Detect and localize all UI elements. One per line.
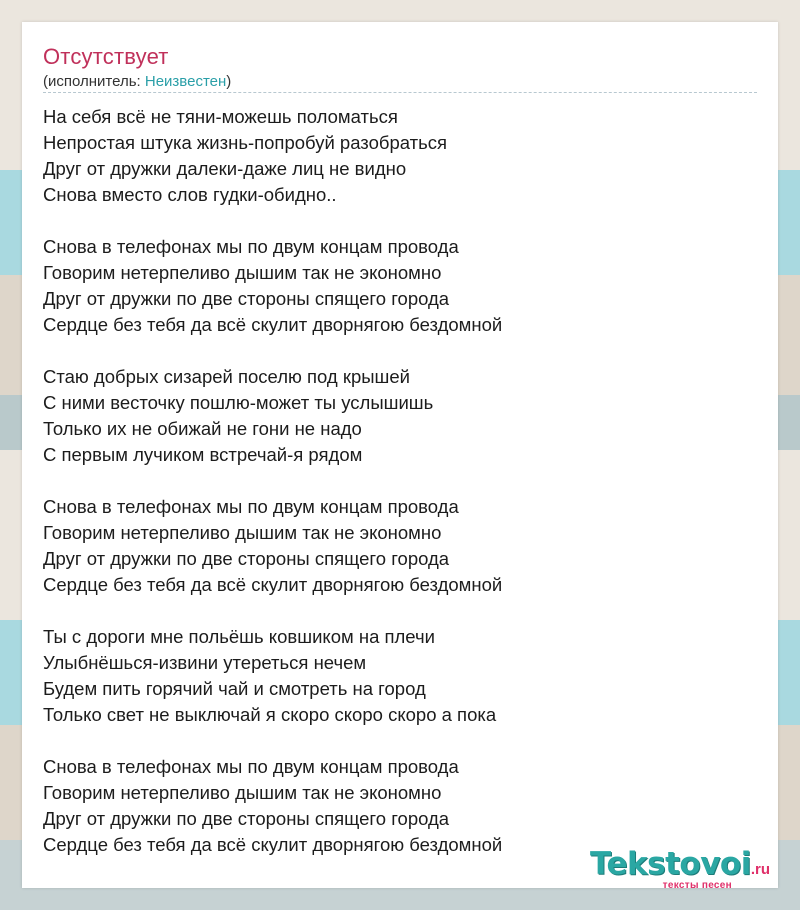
lyric-line: С ними весточку пошлю-может ты услышишь: [43, 392, 434, 413]
lyric-line: Сердце без тебя да всё скулит дворнягою бездомной: [43, 574, 503, 595]
artist-line: [43, 73, 231, 90]
artist-link[interactable]: Неизвестен: [144, 73, 227, 90]
lyric-line: Будем пить горячий чай и смотреть на город: [43, 678, 426, 699]
site-logo[interactable]: [589, 846, 770, 891]
lyric-line: Только свет не выключай я скоро скоро скоро а пока: [43, 704, 497, 725]
verse: [43, 754, 502, 858]
lyrics-body: [43, 104, 502, 858]
lyric-line: Снова в телефонах мы по двум концам провода: [43, 756, 459, 777]
song-title: Отсутствует: [43, 44, 169, 69]
lyric-line: Непростая штука жизнь-попробуй разобраться: [43, 132, 448, 153]
lyric-line: Говорим нетерпеливо дышим так не экономно: [43, 782, 442, 803]
artist-suffix: ): [226, 73, 232, 90]
lyric-line: Друг от дружки по две стороны спящего города: [43, 808, 450, 829]
verse: [43, 494, 502, 598]
lyric-line: Улыбнёшься-извини утереться нечем: [43, 652, 367, 673]
lyric-line: Сердце без тебя да всё скулит дворнягою бездомной: [43, 314, 503, 335]
logo-domain: .ru: [750, 861, 770, 878]
logo-text: Tekstovoi: [589, 846, 751, 882]
artist-prefix: (исполнитель:: [43, 73, 145, 90]
lyric-line: Снова в телефонах мы по двум концам провода: [43, 496, 459, 517]
lyric-line: Друг от дружки далеки-даже лиц не видно: [43, 158, 407, 179]
verse: [43, 624, 502, 728]
lyric-line: Сердце без тебя да всё скулит дворнягою бездомной: [43, 834, 503, 855]
lyric-line: Друг от дружки по две стороны спящего города: [43, 548, 450, 569]
lyric-line: С первым лучиком встречай-я рядом: [43, 444, 363, 465]
divider: [43, 92, 757, 93]
lyric-line: Друг от дружки по две стороны спящего города: [43, 288, 450, 309]
verse: [43, 234, 502, 338]
verse: [43, 364, 502, 468]
logo-tagline: тексты песен: [662, 880, 732, 891]
lyric-line: Говорим нетерпеливо дышим так не экономно: [43, 262, 442, 283]
lyrics-card: [22, 22, 778, 891]
lyric-line: Снова вместо слов гудки-обидно..: [43, 184, 337, 205]
verse: [43, 104, 502, 208]
lyric-line: Говорим нетерпеливо дышим так не экономно: [43, 522, 442, 543]
lyric-line: На себя всё не тяни-можешь поломаться: [43, 106, 398, 127]
lyric-line: Стаю добрых сизарей поселю под крышей: [43, 366, 411, 387]
lyric-line: Ты с дороги мне польёшь ковшиком на плечи: [43, 626, 435, 647]
lyric-line: Только их не обижай не гони не надо: [43, 418, 362, 439]
lyric-line: Снова в телефонах мы по двум концам провода: [43, 236, 459, 257]
